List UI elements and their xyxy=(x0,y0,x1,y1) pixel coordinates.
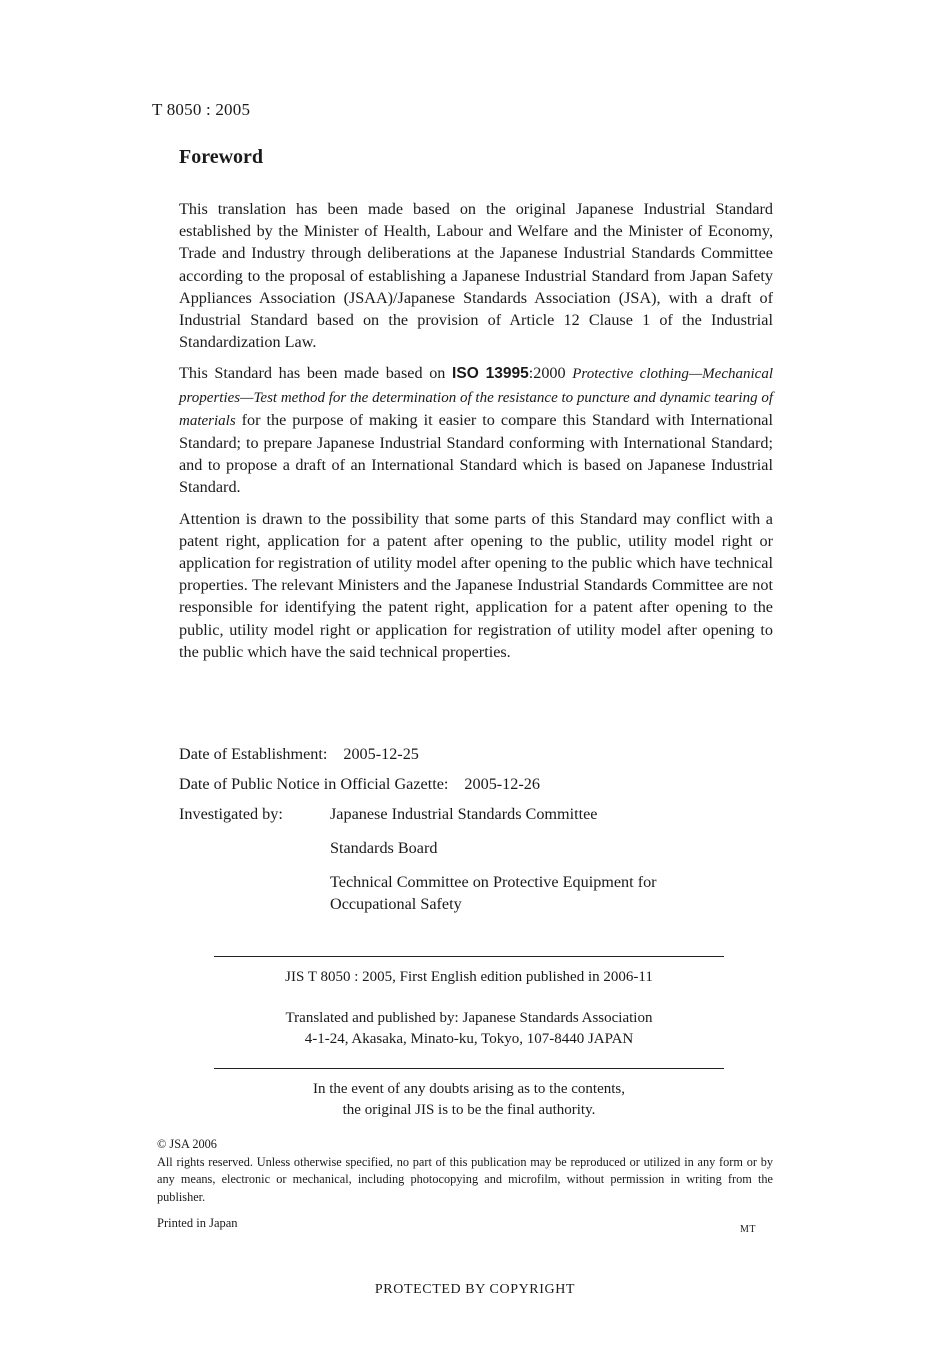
protected-by-copyright: PROTECTED BY COPYRIGHT xyxy=(374,1282,576,1297)
iso-year: :2000 xyxy=(528,364,566,383)
edition-line: JIS T 8050 : 2005, First English edition published in 2006-11 xyxy=(285,969,653,985)
foreword-paragraph-1: This translation has been made based on the original Japanese Industrial Standard established by the Minister of Health, Labour and Welfare and the Minister of Economy, Trade and Industry through deliberations at the Japanese Industrial Standards Committee according to the proposal of establishing a Japanese Industrial Standard from Japan Safety Appliances Association (JSAA)/Japanese Standards Association (JSA), with a draft of Industrial Standard based on the provision of Article 12 Clause 1 of the Industrial Standardization Law. xyxy=(179,200,773,352)
public-notice-row xyxy=(179,773,779,803)
foreword-title: Foreword xyxy=(179,146,264,168)
authority-notice xyxy=(214,1079,724,1121)
publisher-line: Translated and published by: Japanese Standards Association xyxy=(285,1010,653,1026)
publication-info xyxy=(214,967,724,1050)
paragraph-2-prefix: This Standard has been made based on xyxy=(179,364,453,383)
authority-line-2: the original JIS is to be the final authority. xyxy=(342,1102,596,1118)
investigated-list xyxy=(330,803,720,927)
public-notice-label: Date of Public Notice in Official Gazette: xyxy=(179,775,449,793)
divider-top xyxy=(214,956,724,957)
printed-in: Printed in Japan xyxy=(157,1216,238,1230)
investigated-row xyxy=(179,803,779,927)
establishment-date: 2005-12-25 xyxy=(343,745,419,763)
foreword-body xyxy=(179,198,773,672)
rights-statement: All rights reserved. Unless otherwise specified, no part of this publication may be reproduced or utilized in any form or by any means, electronic or mechanical, including photocopying and microfilm, without permission in writing from the publisher. xyxy=(157,1154,773,1204)
investigator-item: Japanese Industrial Standards Committee xyxy=(330,805,598,823)
copyright-notice: © JSA 2006 xyxy=(157,1137,217,1151)
standard-number: T 8050 : 2005 xyxy=(152,100,251,119)
establishment-row xyxy=(179,743,779,773)
iso-title: Protective clothing—Mechanical properties—Test method for the determination of the resistance to puncture and dynamic tearing of materials xyxy=(179,366,773,429)
investigator-item: Standards Board xyxy=(330,839,438,857)
divider-bottom xyxy=(214,1068,724,1069)
publisher-address: 4-1-24, Akasaka, Minato-ku, Tokyo, 107-8440 JAPAN xyxy=(304,1031,634,1047)
investigated-label: Investigated by: xyxy=(179,805,283,823)
public-notice-date: 2005-12-26 xyxy=(464,775,540,793)
dates-section xyxy=(179,743,779,927)
printer-code: MT xyxy=(740,1224,756,1235)
foreword-paragraph-2 xyxy=(179,362,773,498)
establishment-label: Date of Establishment: xyxy=(179,745,328,763)
paragraph-2-suffix: for the purpose of making it easier to compare this Standard with International Standard; to prepare Japanese Industrial Standard conforming with International Standard; and to propose a draft of an International Standard which is based on Japanese Industrial Standard. xyxy=(179,410,773,497)
investigator-item: Technical Committee on Protective Equipment for Occupational Safety xyxy=(330,873,657,913)
foreword-paragraph-3: Attention is drawn to the possibility that some parts of this Standard may conflict with a patent right, application for a patent after opening to the public, utility model right or application for registration of utility model after opening to the public which have technical properties. The relevant Ministers and the Japanese Industrial Standards Committee are not responsible for identifying the patent right, application for a patent after opening to the public, utility model right or application for registration of utility model after opening to the public which have the said technical properties. xyxy=(179,509,773,661)
iso-reference: ISO 13995 xyxy=(452,365,529,383)
copyright-block xyxy=(157,1136,773,1206)
authority-line-1: In the event of any doubts arising as to the contents, xyxy=(312,1081,625,1097)
